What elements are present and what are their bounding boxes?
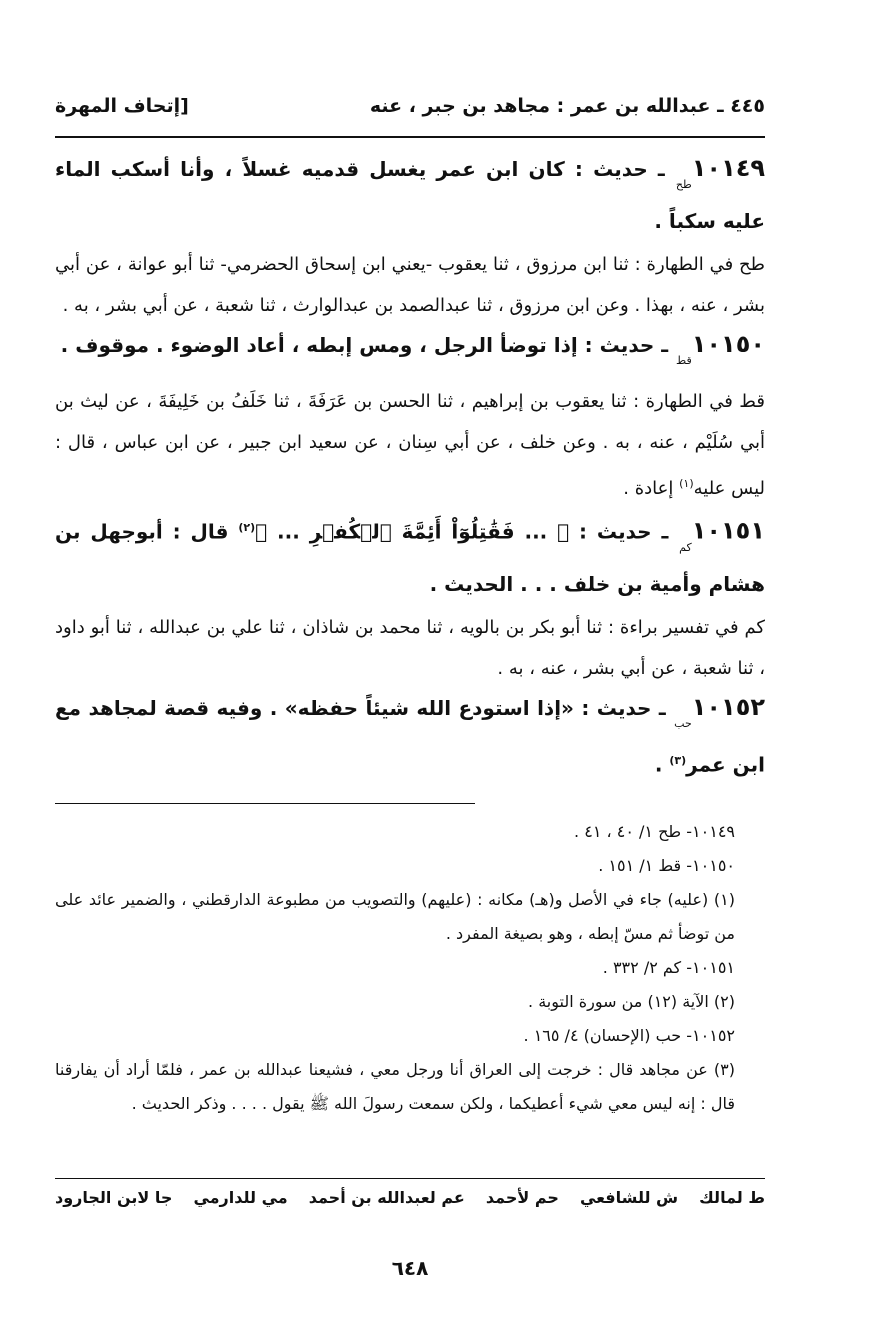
hadith-entry: [55, 689, 765, 784]
hadith-number: ١٠١٥١: [691, 516, 765, 545]
footnote-source: ١٠١٤٩- طح ١/ ٤٠ ، ٤١ .: [574, 822, 735, 841]
hadith-number: ١٠١٥٢: [691, 692, 765, 721]
abbreviation-item: مي للدارمي: [193, 1188, 288, 1207]
footnote-note: (٣) عن مجاهد قال : خرجت إلى العراق أنا ورجل معي ، فشيعنا عبدالله بن عمر ، فلمّا أراد أن يفارقنا قال : إنه ليس معي شيء أعطيكما ، ولكن سمعت رسولَ الله ﷺ يقول . . . . وذكر الحديث .: [55, 1060, 735, 1113]
source-siglum: كم: [679, 540, 692, 554]
hadith-text-end: قال : أبوجهل بن هشام وأمية بن خلف . . . الحديث .: [55, 519, 765, 596]
isnad-paragraph: [55, 381, 765, 509]
running-header: [55, 88, 765, 124]
abbreviation-item: جا لابن الجارود: [55, 1188, 173, 1207]
hadith-text-end: .: [654, 752, 670, 777]
hadith-number: ١٠١٤٩: [691, 154, 766, 182]
isnad-paragraph: طح في الطهارة : ثنا ابن مرزوق ، ثنا يعقوب -يعني ابن إسحاق الحضرمي- ثنا أبو عوانة ، عن أبي بشر ، عنه ، بهذا . وعن ابن مرزوق ، ثنا عبدالصمد بن عبدالوارث ، ثنا شعبة ، عن أبي بشر ، به .: [55, 254, 765, 316]
hadith-entry: [55, 150, 765, 240]
isnad-paragraph: كم في تفسير براءة : ثنا أبو بكر بن بالويه ، ثنا محمد بن شاذان ، ثنا علي بن عبدالله ، ثنا أبو داود ، ثنا شعبة ، عن أبي بشر ، عنه ، به .: [55, 616, 765, 679]
abbreviation-rule: [55, 1178, 765, 1179]
isnad-text: قط في الطهارة : ثنا يعقوب بن إبراهيم ، ثنا الحسن بن عَرَفَةَ ، ثنا خَلَفُ بن خَلِيفَةَ ، عن ليث بن أبي سُلَيْم ، عنه ، به . وعن خلف ، عن أبي سِنان ، عن سعيد ابن جبير ، عن ابن عباس ، قال : ليس عليه: [55, 391, 765, 499]
page-number: ٦٤٨: [391, 1256, 429, 1280]
footnotes: [55, 815, 765, 1121]
hadith-text: ـ حديث : «إذا استودع الله شيئاً حفظه» . وفيه قصة لمجاهد مع ابن عمر: [55, 695, 765, 777]
footnote-separator: [55, 803, 475, 804]
isnad-text-end: إعادة .: [623, 478, 680, 499]
footnote-ref: (٣): [669, 753, 687, 767]
abbreviation-item: عم لعبدالله بن أحمد: [308, 1188, 465, 1207]
header-title: ٤٤٥ ـ عبدالله بن عمر : مجاهد بن جبر ، عنه: [369, 95, 765, 117]
footnote-source: ١٠١٥١- كم ٢/ ٣٣٢ .: [602, 958, 735, 977]
footnote-source: ١٠١٥٢- حب (الإحسان) ٤/ ١٦٥ .: [523, 1026, 735, 1045]
abbreviation-item: ش للشافعي: [579, 1188, 679, 1207]
hadith-number: ١٠١٥٠: [691, 330, 765, 358]
source-siglum: قط: [676, 354, 692, 367]
footnote-ref: (٢): [238, 521, 256, 534]
hadith-entry: [55, 509, 765, 603]
hadith-entry: [55, 326, 765, 379]
hadith-text: ـ حديث : إذا توضأ الرجل ، ومس إبطه ، أعاد الوضوء . موقوف .: [60, 333, 669, 357]
footnote-note: (١) (عليه) جاء في الأصل و(هـ) مكانه : (عليهم) والتصويب من مطبوعة الدارقطني ، والضمير عائد على من توضأ ثم مسّ إبطه ، وهو بصيغة المفرد .: [55, 890, 735, 943]
abbreviation-item: حم لأحمد: [485, 1188, 559, 1207]
source-siglum: حب: [674, 716, 692, 730]
footnote-ref: (١): [679, 477, 694, 490]
abbreviation-key: [55, 1188, 765, 1207]
header-book-name: [إتحاف المهرة: [55, 95, 189, 117]
abbreviation-item: ط لمالك: [699, 1188, 765, 1207]
hadith-text: ـ حديث : ﴿ ... فَقَٰتِلُوٓاْ أَئِمَّةَ ٱلۡكُفۡرِ ... ﴾: [255, 519, 669, 544]
footnote-source: ١٠١٥٠- قط ١/ ١٥١ .: [598, 856, 735, 875]
footnote-note: (٢) الآية (١٢) من سورة التوبة .: [528, 992, 735, 1011]
hadith-text: ـ حديث : كان ابن عمر يغسل قدميه غسلاً ، وأنا أسكب الماء عليه سكباً .: [55, 157, 765, 233]
book-page: [55, 0, 765, 1332]
header-rule: [55, 136, 765, 138]
source-siglum: طح: [675, 178, 692, 191]
main-text: [55, 150, 765, 783]
